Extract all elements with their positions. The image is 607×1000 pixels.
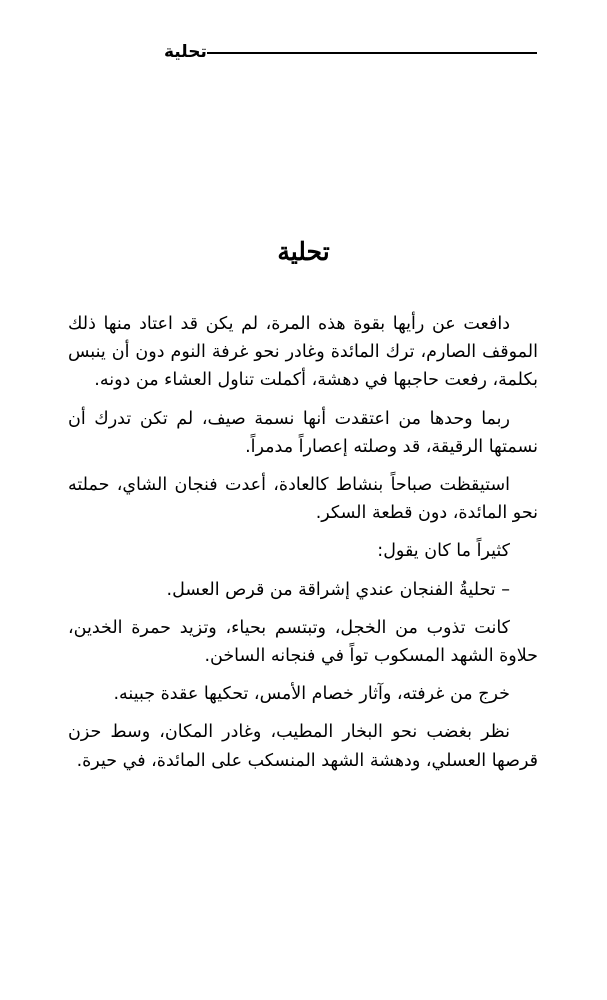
paragraph: كانت تذوب من الخجل، وتبتسم بحياء، وتزيد حمرة الخدين، حلاوة الشهد المسكوب تواً في فنجانه الساخن. xyxy=(68,617,538,667)
paragraph: – تحليةُ الفنجان عندي إشراقة من قرص العسل. xyxy=(166,579,510,600)
paragraph: نظر بغضب نحو البخار المطيب، وغادر المكان، وسط حزن قرصها العسلي، ودهشة الشهد المنسكب على المائدة، في حيرة. xyxy=(68,722,538,771)
chapter-title: تحلية xyxy=(277,237,330,266)
chapter-body xyxy=(68,310,538,785)
paragraph: ربما وحدها من اعتقدت أنها نسمة صيف، لم تكن تدرك أن نسمتها الرقيقة، قد وصلته إعصاراً مدمراً. xyxy=(68,408,538,457)
paragraph: استيقظت صباحاً بنشاط كالعادة، أعدت فنجان الشاي، حملته نحو المائدة، دون قطعة السكر. xyxy=(68,475,538,524)
paragraph: كثيراً ما كان يقول: xyxy=(377,541,510,562)
running-header-title: تحلية xyxy=(164,42,207,62)
running-header xyxy=(158,40,537,64)
paragraph: دافعت عن رأيها بقوة هذه المرة، لم يكن قد اعتاد منها ذلك الموقف الصارم، ترك المائدة وغادر نحو غرفة النوم دون أن ينبس بكلمة، رفعت حاجبها في دهشة، أكملت تناول العشاء من دونه. xyxy=(68,314,538,391)
paragraph: خرج من غرفته، وآثار خصام الأمس، تحكيها عقدة جبينه. xyxy=(113,684,510,705)
header-rule xyxy=(207,52,537,54)
